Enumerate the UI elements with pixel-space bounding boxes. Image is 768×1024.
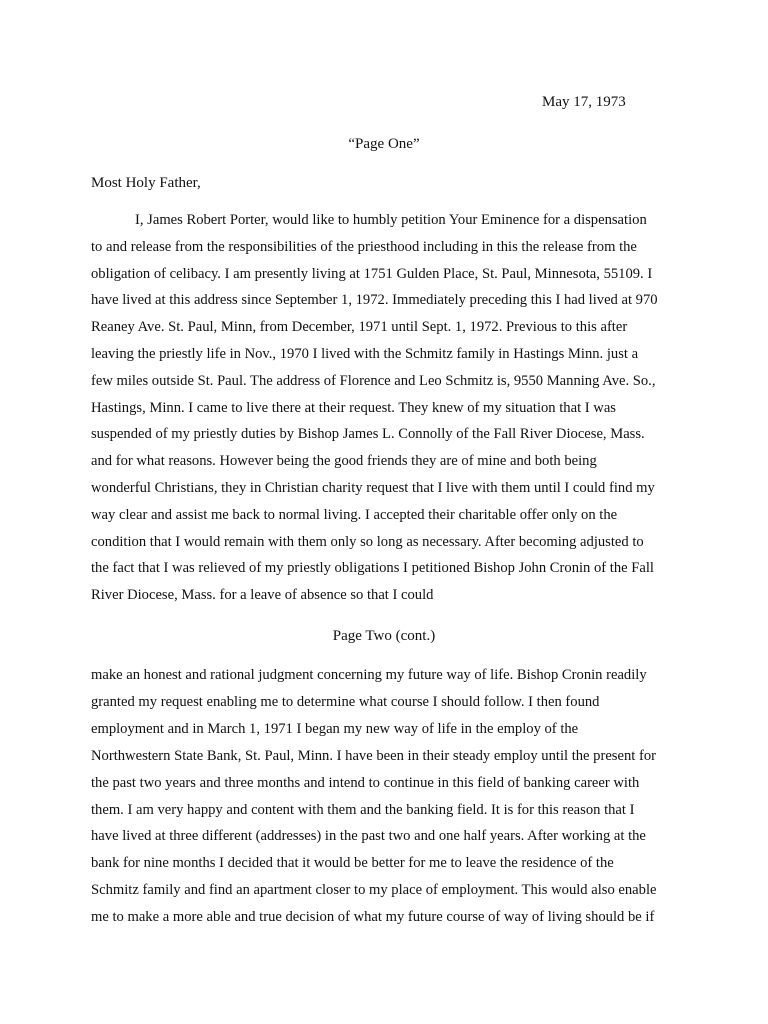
paragraph-line: and for what reasons. However being the good friends they are of mine and both being	[91, 453, 597, 469]
paragraph-line: Hastings, Minn. I came to live there at their request. They knew of my situation that I was	[91, 400, 616, 416]
paragraph-line: have lived at three different (addresses) in the past two and one half years. After working at the	[91, 828, 646, 844]
paragraph-line: leaving the priestly life in Nov., 1970 I lived with the Schmitz family in Hastings Minn. just a	[91, 346, 639, 362]
paragraph-line: have lived at this address since September 1, 1972. Immediately preceding this I had lived at 970	[91, 292, 658, 308]
paragraph-line: make an honest and rational judgment concerning my future way of life. Bishop Cronin readily	[91, 667, 647, 683]
paragraph-line: to and release from the responsibilities of the priesthood including in this the release from the	[91, 239, 637, 255]
paragraph-line: employment and in March 1, 1971 I began my new way of life in the employ of the	[91, 721, 579, 737]
paragraph-line: bank for nine months I decided that it would be better for me to leave the residence of the	[91, 855, 614, 871]
letter-date: May 17, 1973	[542, 94, 626, 110]
page-two-heading: Page Two (cont.)	[332, 628, 436, 644]
paragraph-line: them. I am very happy and content with them and the banking field. It is for this reason that I	[91, 802, 635, 818]
paragraph-line: suspended of my priestly duties by Bishop James L. Connolly of the Fall River Diocese, Mass.	[91, 426, 645, 442]
paragraph-line: obligation of celibacy. I am presently living at 1751 Gulden Place, St. Paul, Minnesota, 55109. I	[91, 266, 653, 282]
paragraph-line: River Diocese, Mass. for a leave of absence so that I could	[91, 587, 434, 603]
paragraph-line: wonderful Christians, they in Christian charity request that I live with them until I could find my	[91, 480, 655, 496]
paragraph-line: Reaney Ave. St. Paul, Minn, from December, 1971 until Sept. 1, 1972. Previous to this after	[91, 319, 628, 335]
page-one-heading: “Page One”	[348, 136, 420, 152]
paragraph-line: few miles outside St. Paul. The address of Florence and Leo Schmitz is, 9550 Manning Ave. So.,	[91, 373, 656, 389]
paragraph-line: way clear and assist me back to normal living. I accepted their charitable offer only on the	[91, 507, 618, 523]
paragraph-line: Northwestern State Bank, St. Paul, Minn. I have been in their steady employ until the present for	[91, 748, 656, 764]
paragraph-line: I, James Robert Porter, would like to humbly petition Your Eminence for a dispensation	[135, 212, 647, 228]
paragraph-line: condition that I would remain with them only so long as necessary. After becoming adjusted to	[91, 534, 644, 550]
paragraph-line: Schmitz family and find an apartment closer to my place of employment. This would also enable	[91, 882, 657, 898]
paragraph-line: granted my request enabling me to determine what course I should follow. I then found	[91, 694, 600, 710]
paragraph-line: the fact that I was relieved of my priestly obligations I petitioned Bishop John Cronin of the Fall	[91, 560, 654, 576]
paragraph-line: me to make a more able and true decision of what my future course of way of living should be if	[91, 909, 655, 925]
paragraph-line: the past two years and three months and intend to continue in this field of banking career with	[91, 775, 640, 791]
salutation: Most Holy Father,	[91, 175, 201, 191]
